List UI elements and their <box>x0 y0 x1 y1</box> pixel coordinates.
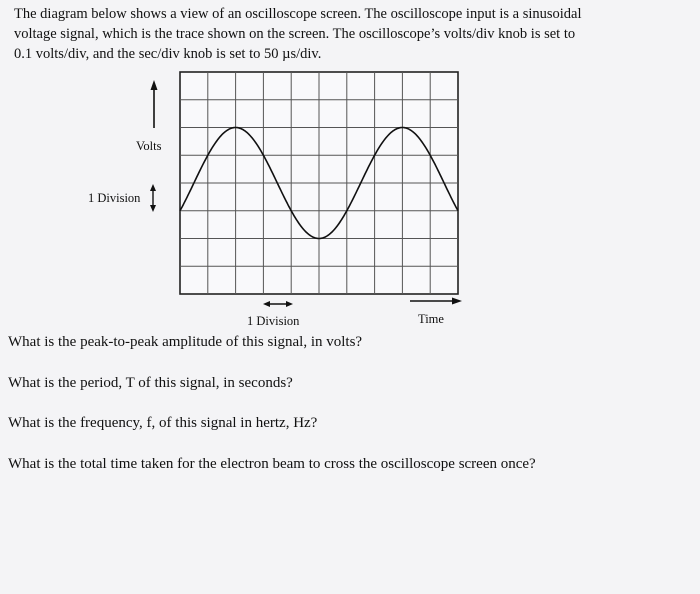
oscilloscope-screen <box>180 72 458 294</box>
question-peak-to-peak: What is the peak-to-peak amplitude of this signal, in volts? <box>8 334 363 350</box>
time-arrow <box>410 298 462 305</box>
volts-arrow <box>151 80 158 128</box>
question-total-time: What is the total time taken for the electron beam to cross the oscilloscope screen once? <box>8 456 536 472</box>
intro-line-2: voltage signal, which is the trace shown on the screen. The oscilloscope’s volts/div knob is set to <box>14 26 576 42</box>
question-period: What is the period, T of this signal, in seconds? <box>8 375 293 391</box>
volts-label: Volts <box>136 139 162 153</box>
intro-line-1: The diagram below shows a view of an oscilloscope screen. The oscilloscope input is a sinusoidal <box>14 6 582 22</box>
time-label: Time <box>418 312 444 326</box>
question-frequency: What is the frequency, f, of this signal in hertz, Hz? <box>8 415 318 431</box>
vertical-division-label: 1 Division <box>88 191 141 205</box>
horizontal-division-arrow <box>263 301 293 307</box>
vertical-division-arrow <box>150 184 156 212</box>
horizontal-division-label: 1 Division <box>247 314 300 328</box>
intro-line-3: 0.1 volts/div, and the sec/div knob is set to 50 µs/div. <box>14 46 322 62</box>
